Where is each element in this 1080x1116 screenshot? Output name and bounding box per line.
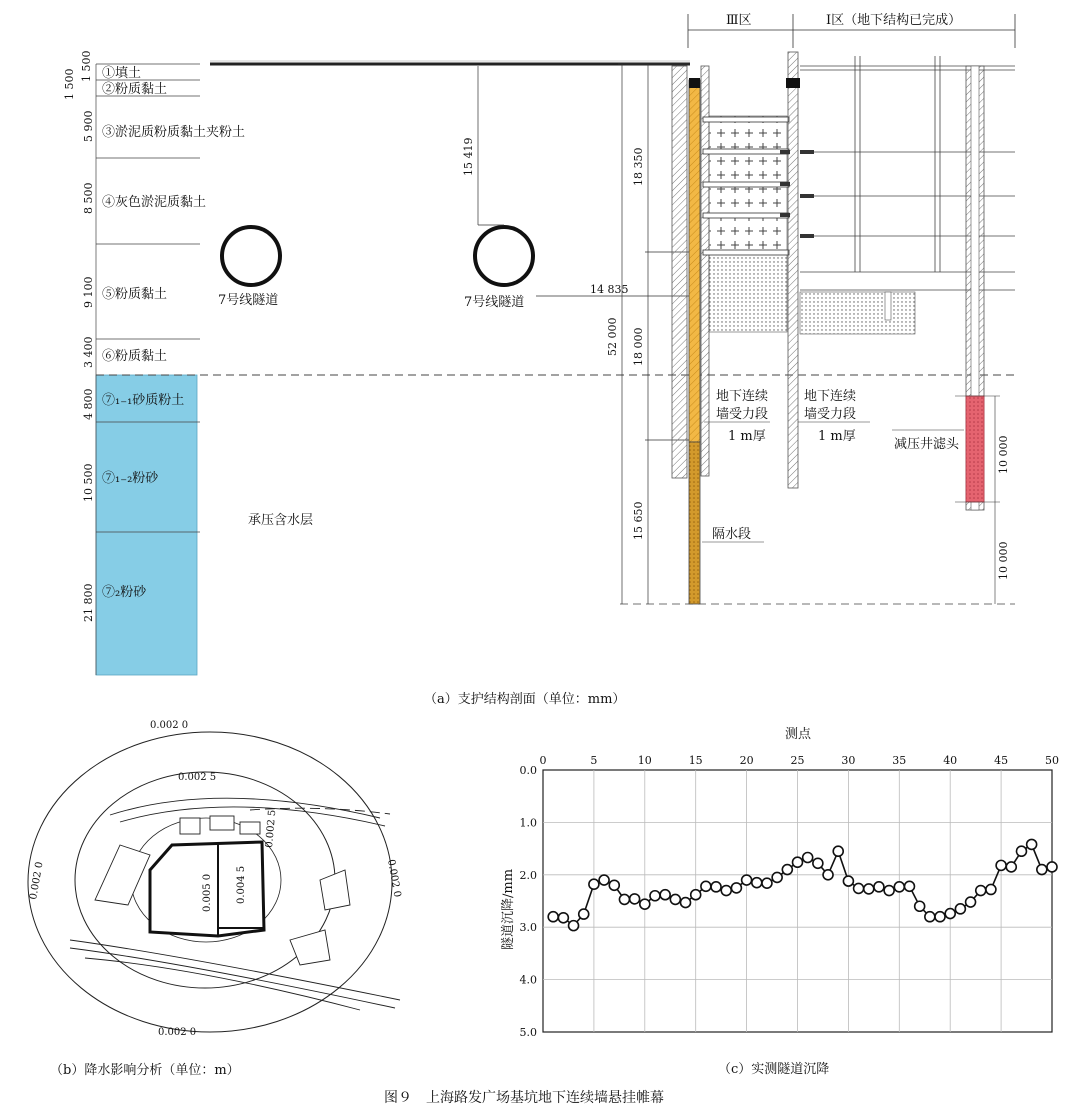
filter-label: 减压井滤头 [894, 437, 960, 452]
data-point-20 [742, 875, 752, 885]
layer-name-4: ④灰色淤泥质黏土 [102, 195, 207, 210]
data-point-17 [711, 882, 721, 892]
aquifer-column [96, 375, 197, 675]
data-point-45 [996, 860, 1006, 870]
wall2-label-2: 墙受力段 [804, 407, 857, 422]
data-point-50 [1047, 862, 1057, 872]
data-point-33 [874, 882, 884, 892]
layer-thk-1: 1 500 [63, 68, 76, 100]
zone3-label: Ⅲ区 [726, 13, 752, 28]
layer-name-6: ⑥粉质黏土 [102, 349, 168, 364]
layer-thk-6: 3 400 [82, 336, 95, 368]
zone1-label: Ⅰ区（地下结构已完成） [826, 13, 962, 28]
x-tick-label-40: 40 [943, 754, 958, 767]
panel-c-chart [501, 726, 1059, 1077]
x-tick-label-0: 0 [539, 754, 547, 767]
dim-14835: 14 835 [590, 283, 629, 296]
layer-name-2: ②粉质黏土 [102, 82, 168, 97]
layer-thk-7: 4 800 [82, 388, 95, 420]
data-point-8 [619, 894, 629, 904]
x-tick-label-20: 20 [739, 754, 754, 767]
zone1-base-slab [800, 292, 915, 334]
data-point-34 [884, 886, 894, 896]
data-point-23 [772, 872, 782, 882]
data-point-44 [986, 884, 996, 894]
data-point-27 [813, 858, 823, 868]
panel-c-caption: （c）实测隧道沉降 [718, 1062, 830, 1077]
tunnel-1 [222, 227, 280, 285]
data-point-37 [915, 901, 925, 911]
layer-thk-3: 5 900 [82, 110, 95, 142]
wall1-label-2: 墙受力段 [716, 407, 769, 422]
layer-thk-5: 9 100 [82, 276, 95, 308]
y-tick-label-4: 4.0 [519, 973, 537, 987]
data-point-7 [609, 880, 619, 890]
data-point-3 [569, 921, 579, 931]
data-point-21 [752, 878, 762, 888]
zone3-lower-soil [709, 254, 787, 332]
tunnel-2 [475, 227, 533, 285]
figure-caption: 图９ 上海路发广场基坑地下连续墙悬挂帷幕 [384, 1090, 664, 1106]
layer-name-5: ⑤粉质黏土 [102, 287, 168, 302]
wall2-label-1: 地下连续 [804, 389, 857, 404]
dim-10000-a: 10 000 [997, 435, 1010, 474]
data-point-35 [894, 882, 904, 892]
data-point-32 [864, 884, 874, 894]
data-point-47 [1016, 846, 1026, 856]
data-point-16 [701, 881, 711, 891]
layer-name-8: ⑦₁₋₂粉砂 [102, 471, 159, 486]
layer-name-1: ①填土 [102, 66, 142, 81]
data-point-15 [691, 890, 701, 900]
contour-label-outer-right: 0.002 0 [385, 858, 403, 899]
data-point-42 [966, 897, 976, 907]
contour-label-in1: 0.005 0 [202, 873, 213, 912]
data-point-19 [731, 883, 741, 893]
y-tick-label-1: 1.0 [519, 816, 537, 830]
data-point-46 [1006, 862, 1016, 872]
layer-thk-2: 1 500 [80, 50, 93, 82]
data-point-10 [640, 899, 650, 909]
data-point-39 [935, 912, 945, 922]
layer-name-7: ⑦₁₋₁砂质粉土 [102, 393, 185, 408]
layer-thk-8: 10 500 [82, 463, 95, 502]
contour-label-mid-right: 0.002 5 [264, 809, 279, 849]
chart-y-axis-title: 隧道沉降/mm [501, 868, 516, 950]
data-point-6 [599, 875, 609, 885]
data-point-29 [833, 846, 843, 856]
x-tick-label-5: 5 [590, 754, 598, 767]
middle-hatched-wall [788, 52, 798, 488]
contour-label-outer-left: 0.002 0 [28, 861, 46, 901]
panel-b-contour-map [28, 720, 403, 1078]
data-point-5 [589, 879, 599, 889]
data-point-38 [925, 912, 935, 922]
data-point-26 [803, 853, 813, 863]
layer-thk-4: 8 500 [82, 182, 95, 214]
contour-label-outer-bottom: 0.002 0 [158, 1027, 197, 1038]
x-tick-label-10: 10 [637, 754, 652, 767]
data-point-18 [721, 886, 731, 896]
chart-x-axis-title: 测点 [785, 727, 812, 742]
wall2-label-3: 1 m厚 [818, 429, 856, 444]
data-point-13 [670, 894, 680, 904]
data-point-36 [904, 881, 914, 891]
layer-name-9: ⑦₂粉砂 [102, 585, 147, 600]
data-point-43 [976, 886, 986, 896]
x-tick-label-30: 30 [841, 754, 856, 767]
diaphragm-wall-cutoff [689, 442, 700, 604]
dim-52000: 52 000 [606, 317, 619, 356]
outer-hatched-wall [672, 66, 687, 478]
data-point-49 [1037, 865, 1047, 875]
data-point-48 [1027, 839, 1037, 849]
dim-10000-b: 10 000 [997, 541, 1010, 580]
tunnel-label-2: 7号线隧道 [464, 295, 525, 310]
data-point-40 [945, 909, 955, 919]
panel-a-section [63, 12, 1015, 707]
wall1-label-3: 1 m厚 [728, 429, 766, 444]
data-point-9 [630, 894, 640, 904]
dim-15419: 15 419 [462, 137, 475, 176]
data-point-4 [579, 909, 589, 919]
inner-hatched-wall [701, 66, 709, 476]
contour-label-in2: 0.004 5 [236, 865, 247, 904]
x-tick-label-45: 45 [994, 754, 1009, 767]
x-tick-label-50: 50 [1045, 754, 1059, 767]
y-tick-label-0: 0.0 [519, 764, 537, 777]
data-point-41 [955, 904, 965, 914]
tunnel-label-1: 7号线隧道 [218, 293, 279, 308]
dim-18000: 18 000 [632, 327, 645, 366]
data-point-1 [548, 912, 558, 922]
data-point-24 [782, 865, 792, 875]
contour-label-mid: 0.002 5 [178, 772, 217, 783]
panel-a-caption: （a）支护结构剖面（单位：mm） [424, 692, 626, 707]
y-tick-label-5: 5.0 [519, 1026, 537, 1039]
data-point-31 [854, 883, 864, 893]
layer-thk-9: 21 800 [82, 583, 95, 622]
layer-name-3: ③淤泥质粉质黏土夹粉土 [102, 125, 246, 140]
data-point-12 [660, 890, 670, 900]
relief-well-filter [966, 396, 984, 502]
data-point-2 [558, 913, 568, 923]
data-point-22 [762, 878, 772, 888]
y-tick-label-2: 2.0 [519, 868, 537, 882]
dim-18350: 18 350 [632, 147, 645, 186]
data-point-25 [793, 857, 803, 867]
x-tick-label-25: 25 [790, 754, 805, 767]
x-tick-label-15: 15 [688, 754, 703, 767]
aquifer-label: 承压含水层 [248, 513, 314, 528]
contour-label-outer-top: 0.002 0 [150, 720, 189, 731]
wall1-label-1: 地下连续 [716, 389, 769, 404]
cutoff-label: 隔水段 [712, 527, 752, 542]
data-point-30 [843, 876, 853, 886]
data-point-28 [823, 870, 833, 880]
panel-b-caption: （b）降水影响分析（单位：m） [50, 1063, 240, 1078]
x-tick-label-35: 35 [892, 754, 907, 767]
y-tick-label-3: 3.0 [519, 921, 537, 935]
data-point-14 [681, 898, 691, 908]
diaphragm-wall-stressed [689, 80, 700, 442]
data-point-11 [650, 891, 660, 901]
dim-15650: 15 650 [632, 501, 645, 540]
